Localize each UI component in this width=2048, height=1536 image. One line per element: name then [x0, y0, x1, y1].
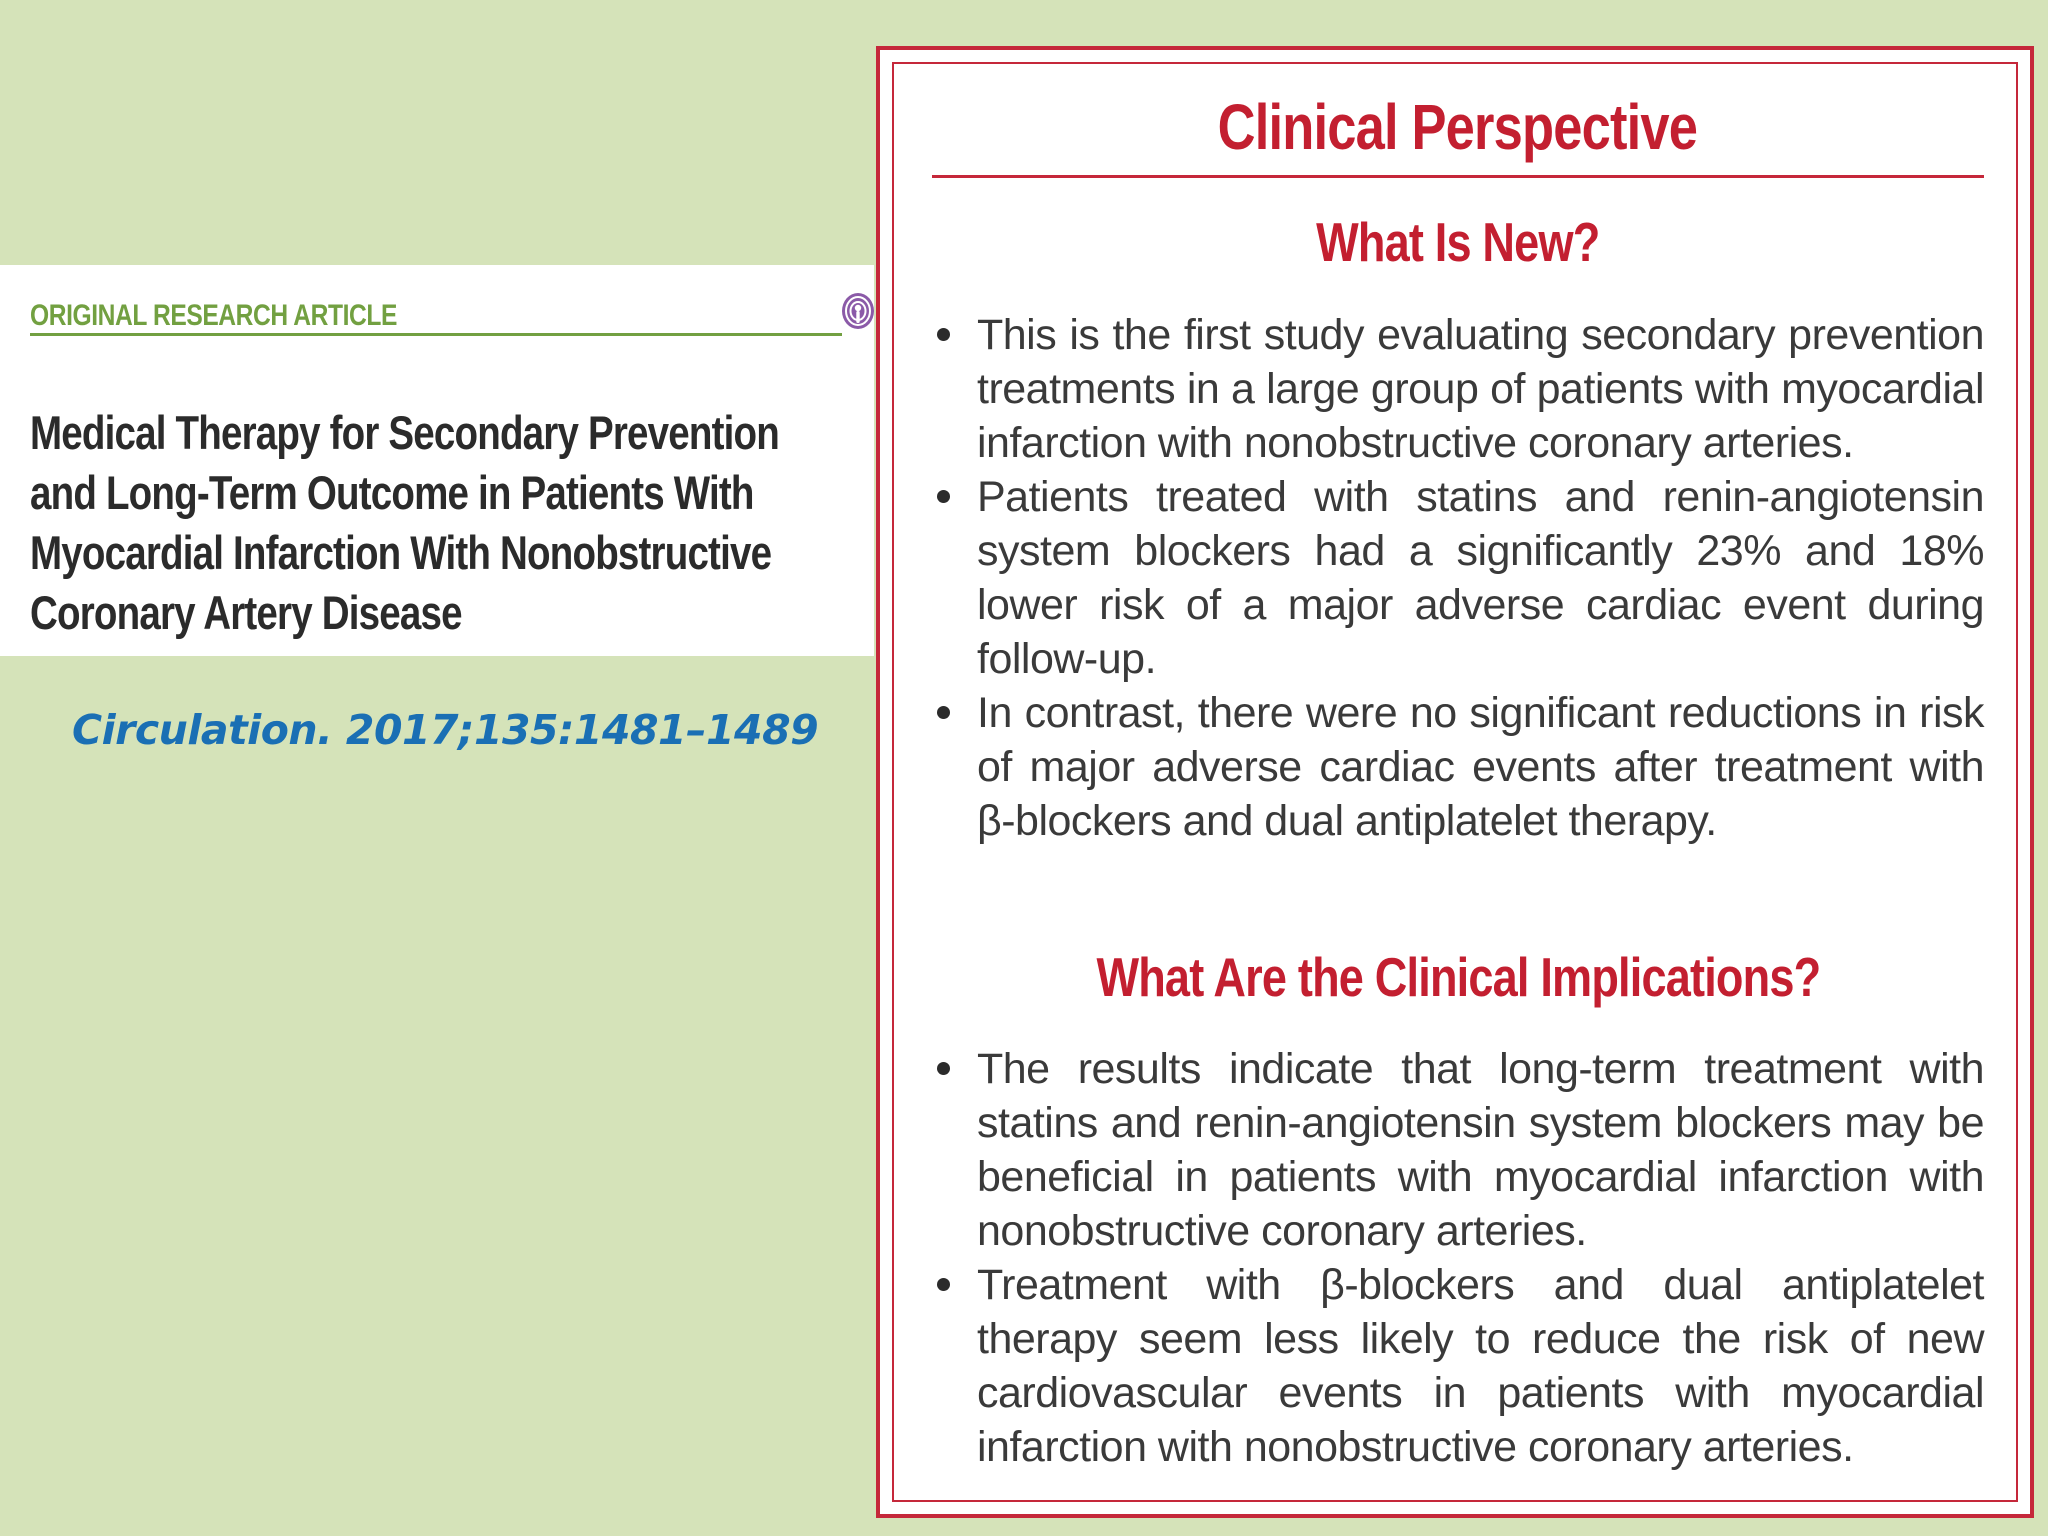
bullet-icon [937, 490, 950, 503]
clinical-perspective-title [932, 90, 1982, 164]
bullet-icon [937, 706, 950, 719]
podcast-icon[interactable] [841, 291, 875, 331]
bullet-text: Patients treated with statins and renin-angiotensin system blockers had a significantly 23% and 18% lower risk of a major adverse cardiac event during follow-up. [977, 473, 1984, 683]
article-title: Medical Therapy for Secondary Prevention and Long-Term Outcome in Patients With Myocardial Infarction With Nonobstructive Coronary Artery Disease [30, 406, 779, 639]
bullet-icon [937, 1278, 950, 1291]
list-item [932, 1042, 1984, 1258]
clinical-perspective-box [876, 46, 2034, 1518]
clinical-implications-list [932, 1042, 1984, 1474]
clinical-perspective-title-text: Clinical Perspective [1217, 91, 1697, 163]
article-type-label: ORIGINAL RESEARCH ARTICLE [30, 299, 397, 332]
bullet-text: This is the first study evaluating secondary prevention treatments in a large group of patients with myocardial infarction with nonobstructive coronary arteries. [977, 311, 1984, 467]
journal-citation: Circulation. 2017;135:1481–1489 [72, 706, 819, 754]
list-item [932, 1258, 1984, 1474]
bullet-icon [937, 328, 950, 341]
section-heading-what-is-new [932, 210, 1984, 274]
title-rule [932, 175, 1984, 178]
bullet-text: In contrast, there were no significant reductions in risk of major adverse cardiac events after treatment with β-blockers and dual antiplatelet therapy. [977, 689, 1984, 845]
bullet-icon [937, 1062, 950, 1075]
article-header-card [0, 265, 874, 656]
article-type-rule [30, 333, 842, 336]
list-item [932, 686, 1984, 848]
bullet-text: Treatment with β-blockers and dual antiplatelet therapy seem less likely to reduce the risk of new cardiovascular events in patients with myocardial infarction with nonobstructive coronary arteries. [977, 1261, 1984, 1471]
section-heading-text: What Are the Clinical Implications? [1096, 946, 1820, 1008]
section-heading-clinical-implications [932, 945, 1984, 1009]
section-heading-text: What Is New? [1316, 211, 1600, 273]
bullet-text: The results indicate that long-term treatment with statins and renin-angiotensin system blockers may be beneficial in patients with myocardial infarction with nonobstructive coronary arteries. [977, 1045, 1984, 1255]
list-item [932, 308, 1984, 470]
list-item [932, 470, 1984, 686]
what-is-new-list [932, 308, 1984, 848]
